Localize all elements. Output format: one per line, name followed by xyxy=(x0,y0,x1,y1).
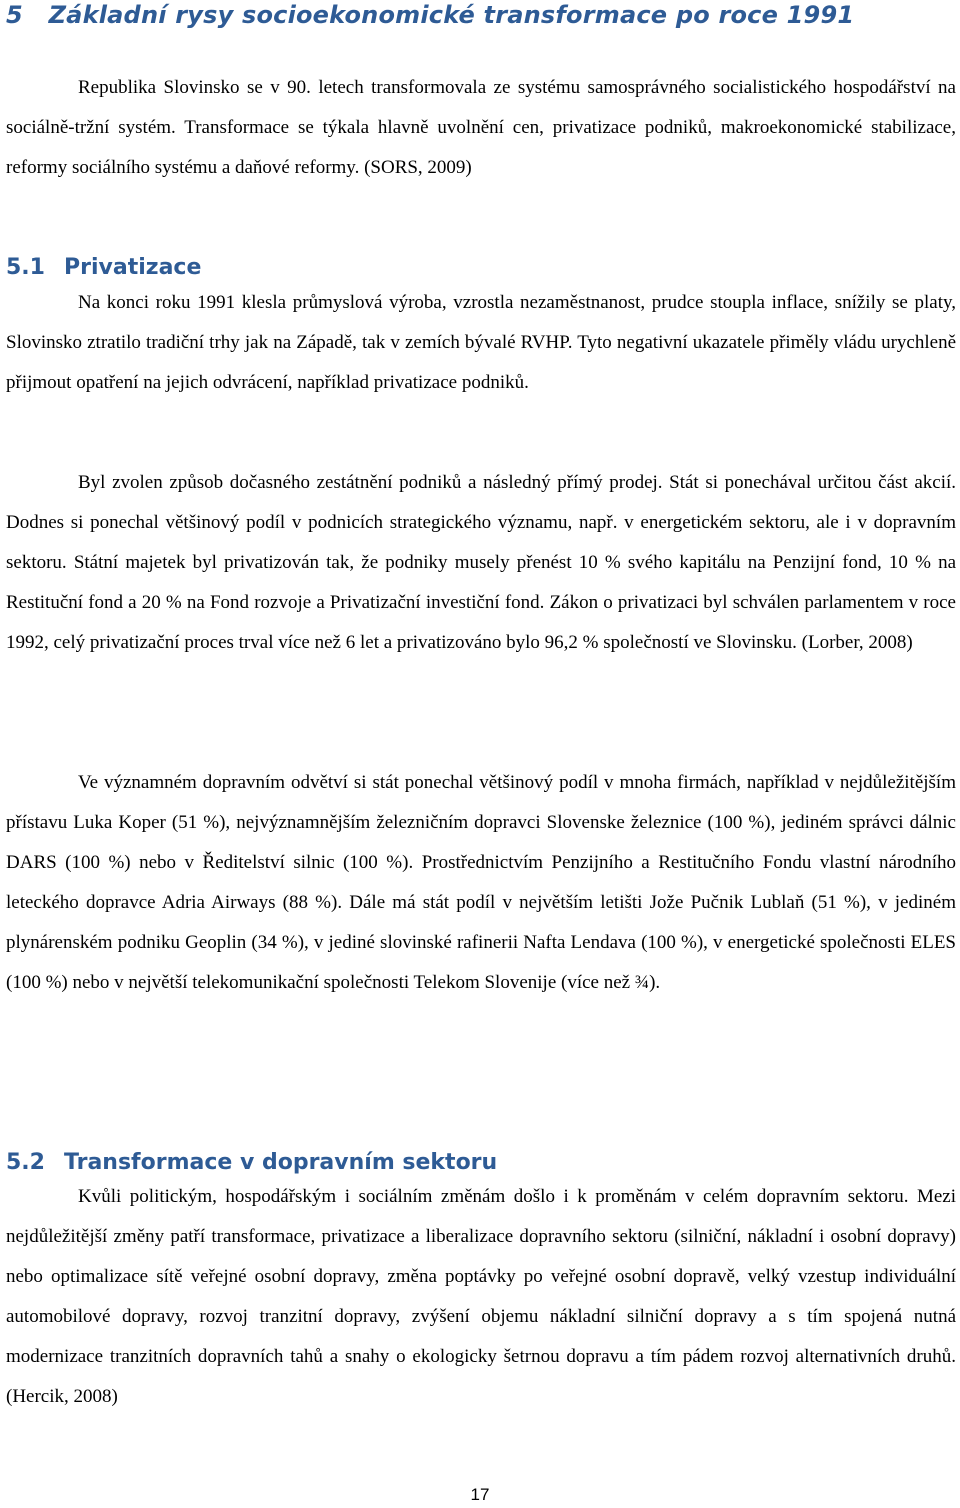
chapter-number: 5 xyxy=(6,1,23,29)
section-number: 5.1 xyxy=(6,255,45,280)
section-heading-doprava xyxy=(6,1149,497,1177)
intro-paragraph: Republika Slovinsko se v 90. letech transformovala ze systému samosprávného socialistického hospodářství na sociálně-tržní systém. Transformace se týkala hlavně uvolnění cen, privatizace podniků, makroekonomické stabilizace, reformy sociálního systému a daňové reformy. (SORS, 2009) xyxy=(6,77,956,178)
privatizace-paragraph-2: Byl zvolen způsob dočasného zestátnění podniků a následný přímý prodej. Stát si ponechával určitou část akcií. Dodnes si ponechal většinový podíl v podnicích strategického významu, např. v energetickém sektoru, ale i v dopravním sektoru. Státní majetek byl privatizován tak, že podniky musely přenést 10 % svého kapitálu na Penzijní fond, 10 % na Restituční fond a 20 % na Fond rozvoje a Privatizační investiční fond. Zákon o privatizaci byl schválen parlamentem v roce 1992, celý privatizační proces trval více než 6 let a privatizováno bylo 96,2 % společností ve Slovinsku. (Lorber, 2008) xyxy=(6,472,956,653)
chapter-heading xyxy=(6,0,854,30)
chapter-title: Základní rysy socioekonomické transformace po roce 1991 xyxy=(48,1,855,29)
section-title: Transformace v dopravním sektoru xyxy=(64,1150,498,1175)
section-title: Privatizace xyxy=(64,255,202,280)
section-number: 5.2 xyxy=(6,1150,45,1175)
doprava-paragraph-1: Kvůli politickým, hospodářským i sociálním změnám došlo i k proměnám v celém dopravním sektoru. Mezi nejdůležitější změny patří transformace, privatizace a liberalizace dopravního sektoru (silniční, nákladní i osobní dopravy) nebo optimalizace sítě veřejné osobní dopravy, změna poptávky po veřejné osobní dopravě, velký vzestup individuální automobilové dopravy, rozvoj tranzitní dopravy, zvýšení objemu nákladní silniční dopravy a s tím spojená nutná modernizace tranzitních dopravních tahů a snahy o ekologicky šetrnou dopravu a tím pádem rozvoj alternativních druhů. (Hercik, 2008) xyxy=(6,1186,956,1407)
page-number: 17 xyxy=(470,1485,490,1504)
privatizace-paragraph-3: Ve významném dopravním odvětví si stát ponechal většinový podíl v mnoha firmách, například v nejdůležitějším přístavu Luka Koper (51 %), nejvýznamnějším železničním dopravci Slovenske železnice (100 %), jediném správci dálnic DARS (100 %) nebo v Ředitelství silnic (100 %). Prostřednictvím Penzijního a Restitučního Fondu vlastní národního leteckého dopravce Adria Airways (88 %). Dále má stát podíl v největším letišti Jože Pučnik Lublaň (51 %), v jediném plynárenském podniku Geoplin (34 %), v jediné slovinské rafinerii Nafta Lendava (100 %), v energetické společnosti ELES (100 %) nebo v největší telekomunikační společnosti Telekom Slovenije (více než ¾). xyxy=(6,772,956,993)
privatizace-paragraph-1: Na konci roku 1991 klesla průmyslová výroba, vzrostla nezaměstnanost, prudce stoupla inflace, snížily se platy, Slovinsko ztratilo tradiční trhy jak na Západě, tak v zemích bývalé RVHP. Tyto negativní ukazatele přiměly vládu urychleně přijmout opatření na jejich odvrácení, například privatizace podniků. xyxy=(6,292,956,393)
section-heading-privatizace xyxy=(6,254,201,282)
